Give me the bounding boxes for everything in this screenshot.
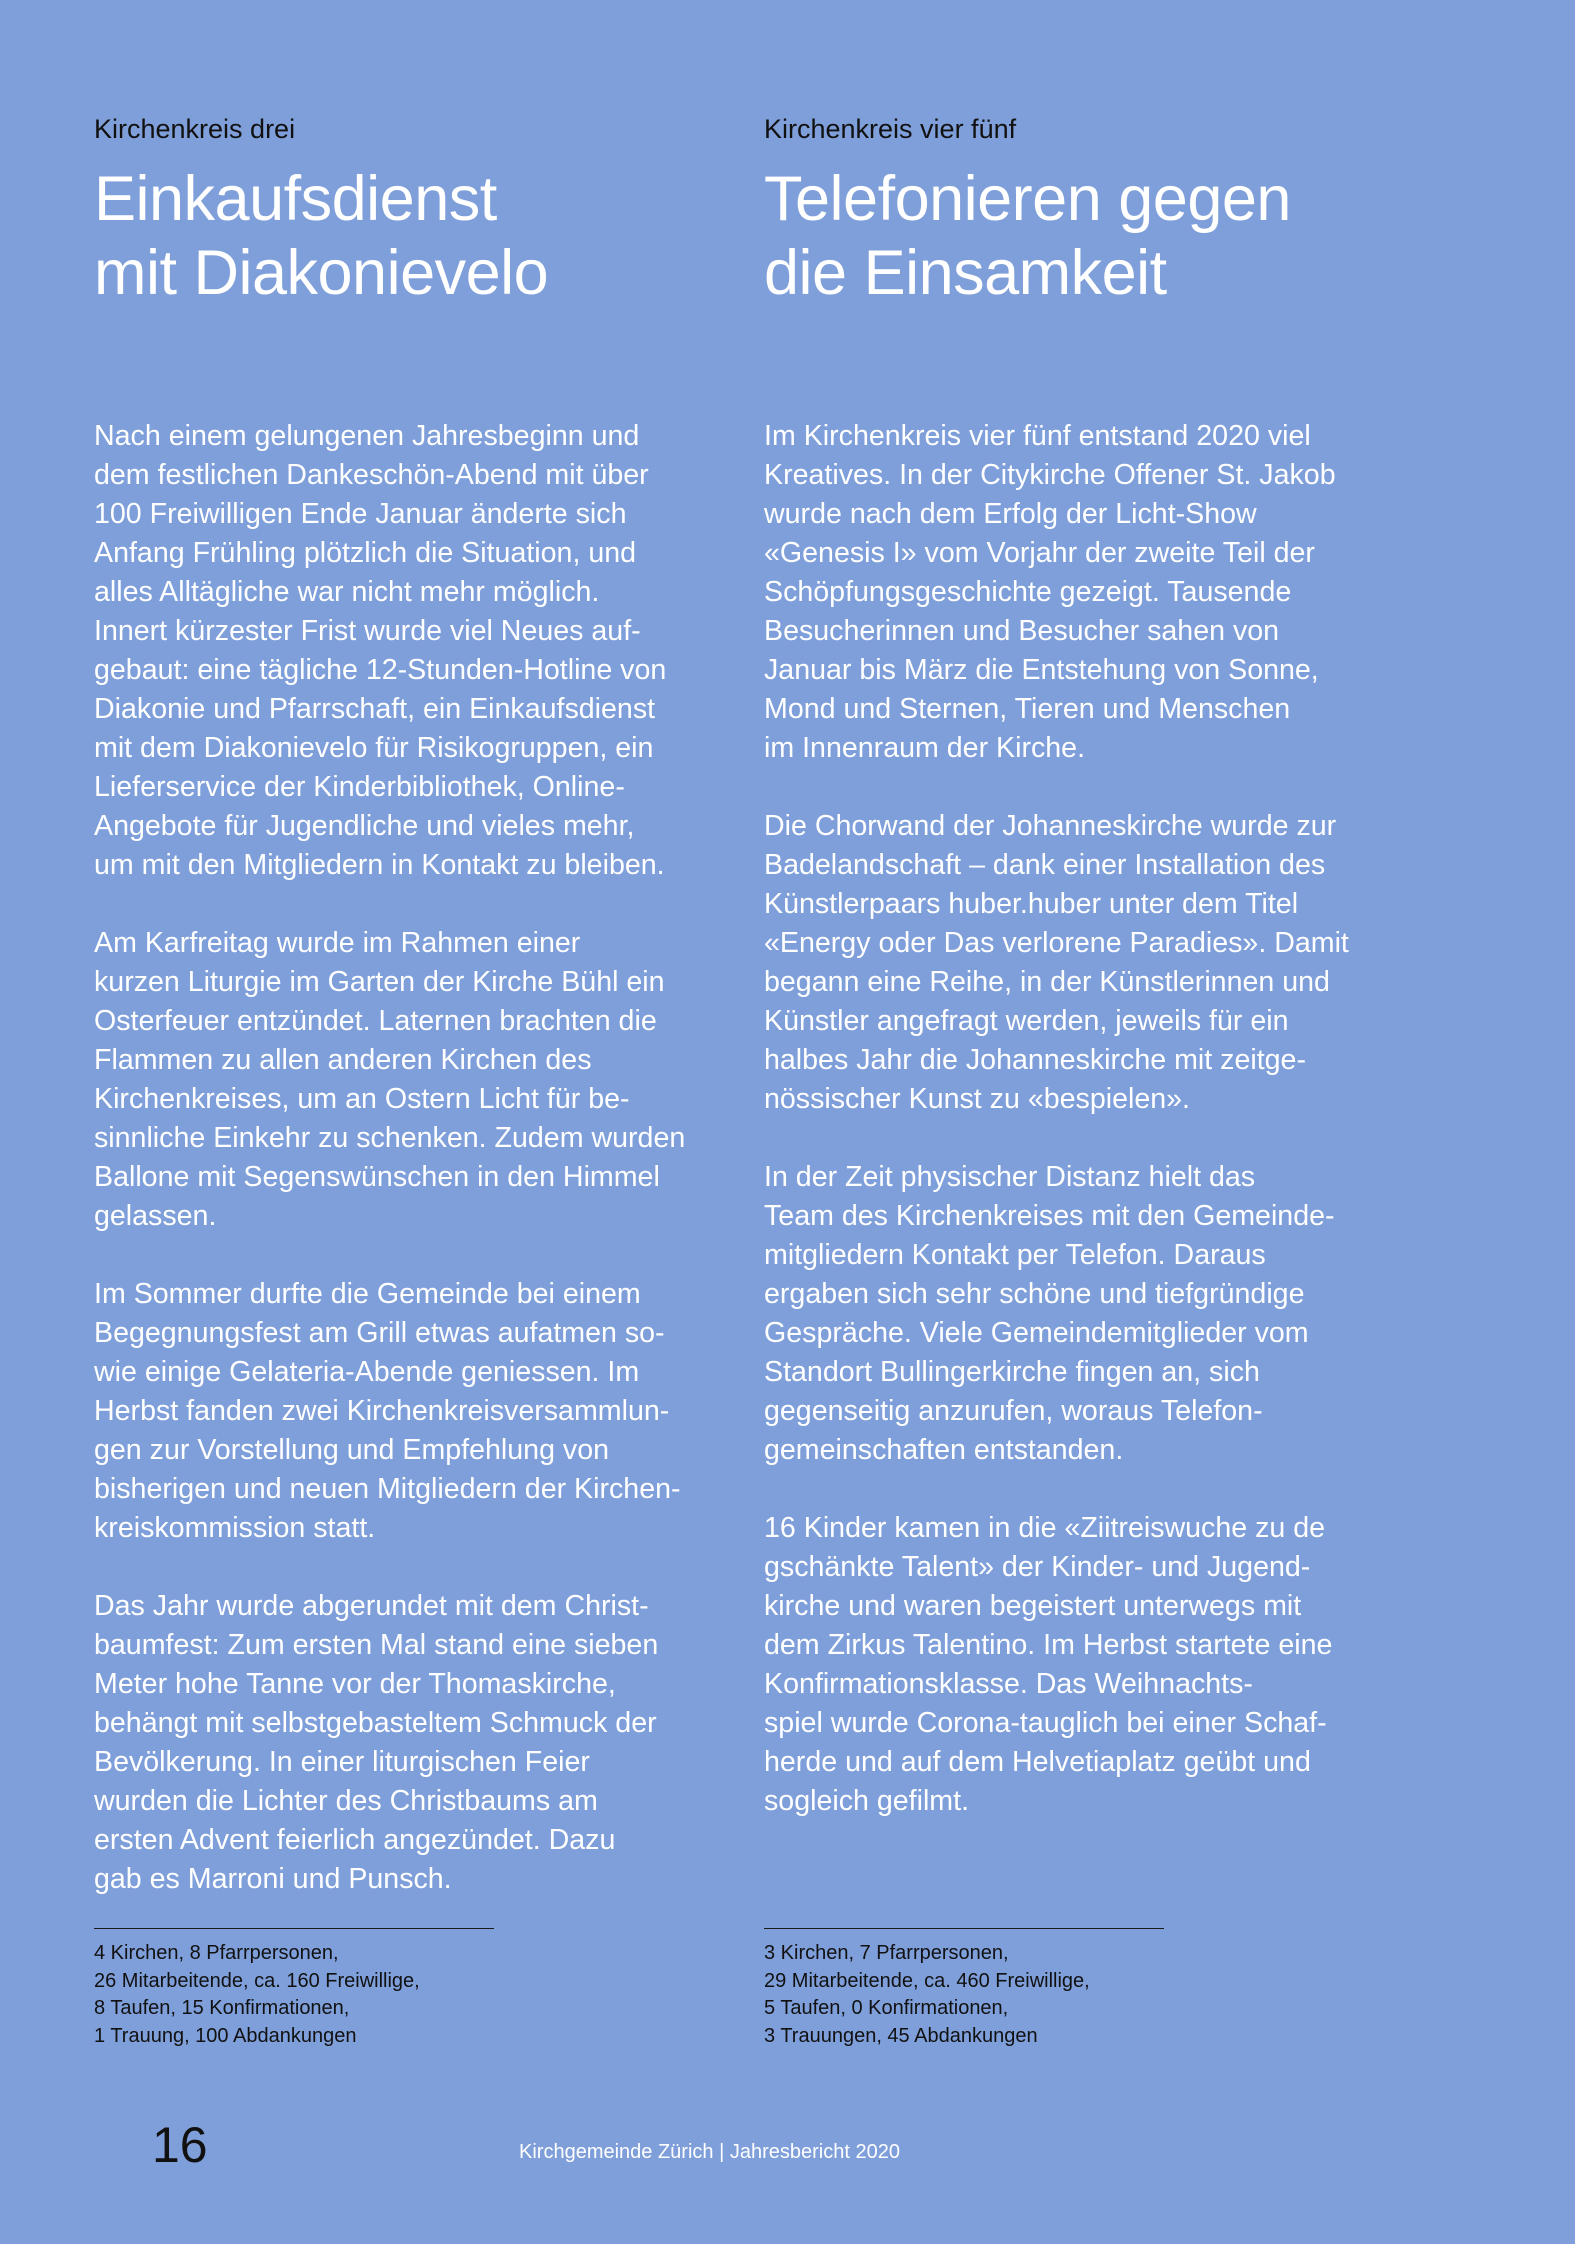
text-line: um mit den Mitgliedern in Kontakt zu bleiben. <box>94 849 665 881</box>
text-line: sogleich gefilmt. <box>764 1785 970 1817</box>
fact-line: 4 Kirchen, 8 Pfarrpersonen, <box>94 1942 339 1964</box>
text-line: gelassen. <box>94 1200 217 1232</box>
page-number: 16 <box>152 2117 208 2173</box>
fact-line: 3 Kirchen, 7 Pfarrpersonen, <box>764 1942 1009 1964</box>
text-line: Osterfeuer entzündet. Laternen brachten die <box>94 1005 657 1037</box>
text-line: Im Kirchenkreis vier fünf entstand 2020 viel <box>764 420 1311 452</box>
right-title-line: Telefonieren gegen <box>764 164 1291 234</box>
text-line: Diakonie und Pfarrschaft, ein Einkaufsdienst <box>94 693 656 725</box>
right-paragraph-1 <box>764 417 1404 768</box>
fact-line: 29 Mitarbeitende, ca. 460 Freiwillige, <box>764 1969 1090 1992</box>
text-line: 100 Freiwilligen Ende Januar änderte sich <box>94 498 627 530</box>
text-line: baumfest: Zum ersten Mal stand eine sieben <box>94 1629 659 1661</box>
text-line: Innert kürzester Frist wurde viel Neues auf- <box>94 615 641 647</box>
right-paragraph-3 <box>764 1158 1404 1470</box>
text-line: kurzen Liturgie im Garten der Kirche Bühl ein <box>94 966 665 998</box>
text-line: Besucherinnen und Besucher sahen von <box>764 615 1280 647</box>
left-title-line: mit Diakonievelo <box>94 238 549 308</box>
text-line: gegenseitig anzurufen, woraus Telefon- <box>764 1395 1263 1427</box>
text-line: 16 Kinder kamen in die «Ziitreiswuche zu de <box>764 1512 1326 1544</box>
text-line: Bevölkerung. In einer liturgischen Feier <box>94 1746 590 1778</box>
fact-line: 8 Taufen, 15 Konfirmationen, <box>94 1997 350 2019</box>
left-paragraph-3 <box>94 1275 734 1548</box>
text-line: sinnliche Einkehr zu schenken. Zudem wurden <box>94 1122 686 1154</box>
text-line: Standort Bullingerkirche fingen an, sich <box>764 1356 1260 1388</box>
text-line: Herbst fanden zwei Kirchenkreisversammlun- <box>94 1395 670 1427</box>
text-line: «Energy oder Das verlorene Paradies». Damit <box>764 927 1349 959</box>
left-title <box>94 162 734 310</box>
text-line: Flammen zu allen anderen Kirchen des <box>94 1044 592 1076</box>
right-divider <box>764 1928 1164 1929</box>
text-line: mitgliedern Kontakt per Telefon. Daraus <box>764 1239 1266 1271</box>
text-line: wurde nach dem Erfolg der Licht-Show <box>764 498 1257 530</box>
text-line: ergaben sich sehr schöne und tiefgründige <box>764 1278 1305 1310</box>
right-body <box>764 417 1404 1860</box>
text-line: kreiskommission statt. <box>94 1512 376 1544</box>
text-line: wurden die Lichter des Christbaums am <box>94 1785 598 1817</box>
text-line: Anfang Frühling plötzlich die Situation, und <box>94 537 637 569</box>
text-line: Schöpfungsgeschichte gezeigt. Tausende <box>764 576 1292 608</box>
text-line: spiel wurde Corona-tauglich bei einer Schaf- <box>764 1707 1327 1739</box>
left-body <box>94 417 734 1938</box>
text-line: gen zur Vorstellung und Empfehlung von <box>94 1434 610 1466</box>
text-line: ersten Advent feierlich angezündet. Dazu <box>94 1824 616 1856</box>
text-line: «Genesis I» vom Vorjahr der zweite Teil der <box>764 537 1315 569</box>
right-kicker: Kirchenkreis vier fünf <box>764 114 1017 144</box>
text-line: dem festlichen Dankeschön-Abend mit über <box>94 459 649 491</box>
text-line: wie einige Gelateria-Abende geniessen. Im <box>94 1356 640 1388</box>
text-line: gab es Marroni und Punsch. <box>94 1863 452 1895</box>
text-line: gebaut: eine tägliche 12-Stunden-Hotline von <box>94 654 667 686</box>
right-title <box>764 162 1404 310</box>
fact-line: 3 Trauungen, 45 Abdankungen <box>764 2024 1038 2047</box>
text-line: Das Jahr wurde abgerundet mit dem Christ- <box>94 1590 649 1622</box>
text-line: Kreatives. In der Citykirche Offener St. Jakob <box>764 459 1336 491</box>
text-line: Konfirmationsklasse. Das Weihnachts- <box>764 1668 1253 1700</box>
text-line: Meter hohe Tanne vor der Thomaskirche, <box>94 1668 616 1700</box>
text-line: Begegnungsfest am Grill etwas aufatmen so- <box>94 1317 665 1349</box>
text-line: Im Sommer durfte die Gemeinde bei einem <box>94 1278 641 1310</box>
left-paragraph-2 <box>94 924 734 1236</box>
text-line: halbes Jahr die Johanneskirche mit zeitge- <box>764 1044 1306 1076</box>
right-paragraph-4 <box>764 1509 1404 1821</box>
text-line: In der Zeit physischer Distanz hielt das <box>764 1161 1256 1193</box>
text-line: Am Karfreitag wurde im Rahmen einer <box>94 927 581 959</box>
text-line: begann eine Reihe, in der Künstlerinnen und <box>764 966 1330 998</box>
left-paragraph-4 <box>94 1587 734 1899</box>
left-paragraph-1 <box>94 417 734 885</box>
text-line: Kirchenkreises, um an Ostern Licht für be- <box>94 1083 630 1115</box>
footer-text: Kirchgemeinde Zürich | Jahresbericht 2020 <box>519 2141 900 2163</box>
right-title-line: die Einsamkeit <box>764 238 1167 308</box>
text-line: Angebote für Jugendliche und vieles mehr, <box>94 810 635 842</box>
text-line: Künstler angefragt werden, jeweils für ein <box>764 1005 1289 1037</box>
text-line: mit dem Diakonievelo für Risikogruppen, ein <box>94 732 654 764</box>
text-line: herde und auf dem Helvetiaplatz geübt und <box>764 1746 1311 1778</box>
text-line: Lieferservice der Kinderbibliothek, Online- <box>94 771 625 803</box>
text-line: Nach einem gelungenen Jahresbeginn und <box>94 420 640 452</box>
text-line: dem Zirkus Talentino. Im Herbst startete eine <box>764 1629 1333 1661</box>
text-line: Januar bis März die Entstehung von Sonne, <box>764 654 1319 686</box>
text-line: behängt mit selbstgebasteltem Schmuck der <box>94 1707 657 1739</box>
text-line: nössischer Kunst zu «bespielen». <box>764 1083 1190 1115</box>
right-column <box>764 112 1404 1817</box>
text-line: Mond und Sternen, Tieren und Menschen <box>764 693 1291 725</box>
text-line: Team des Kirchenkreises mit den Gemeinde- <box>764 1200 1335 1232</box>
text-line: kirche und waren begeistert unterwegs mit <box>764 1590 1302 1622</box>
text-line: Die Chorwand der Johanneskirche wurde zur <box>764 810 1337 842</box>
text-line: gemeinschaften entstanden. <box>764 1434 1124 1466</box>
right-facts <box>764 1940 1090 2050</box>
text-line: alles Alltägliche war nicht mehr möglich. <box>94 576 600 608</box>
text-line: gschänkte Talent» der Kinder- und Jugend- <box>764 1551 1311 1583</box>
text-line: Künstlerpaars huber.huber unter dem Titel <box>764 888 1299 920</box>
fact-line: 5 Taufen, 0 Konfirmationen, <box>764 1997 1009 2019</box>
left-column <box>94 112 734 1895</box>
left-facts <box>94 1940 420 2050</box>
text-line: Ballone mit Segenswünschen in den Himmel <box>94 1161 660 1193</box>
fact-line: 1 Trauung, 100 Abdankungen <box>94 2024 357 2047</box>
fact-line: 26 Mitarbeitende, ca. 160 Freiwillige, <box>94 1969 420 1992</box>
text-line: Gespräche. Viele Gemeindemitglieder vom <box>764 1317 1309 1349</box>
left-kicker: Kirchenkreis drei <box>94 114 296 144</box>
left-title-line: Einkaufsdienst <box>94 164 497 234</box>
left-divider <box>94 1928 494 1929</box>
text-line: bisherigen und neuen Mitgliedern der Kirchen- <box>94 1473 681 1505</box>
text-line: Badelandschaft – dank einer Installation des <box>764 849 1326 881</box>
right-paragraph-2 <box>764 807 1404 1119</box>
text-line: im Innenraum der Kirche. <box>764 732 1086 764</box>
